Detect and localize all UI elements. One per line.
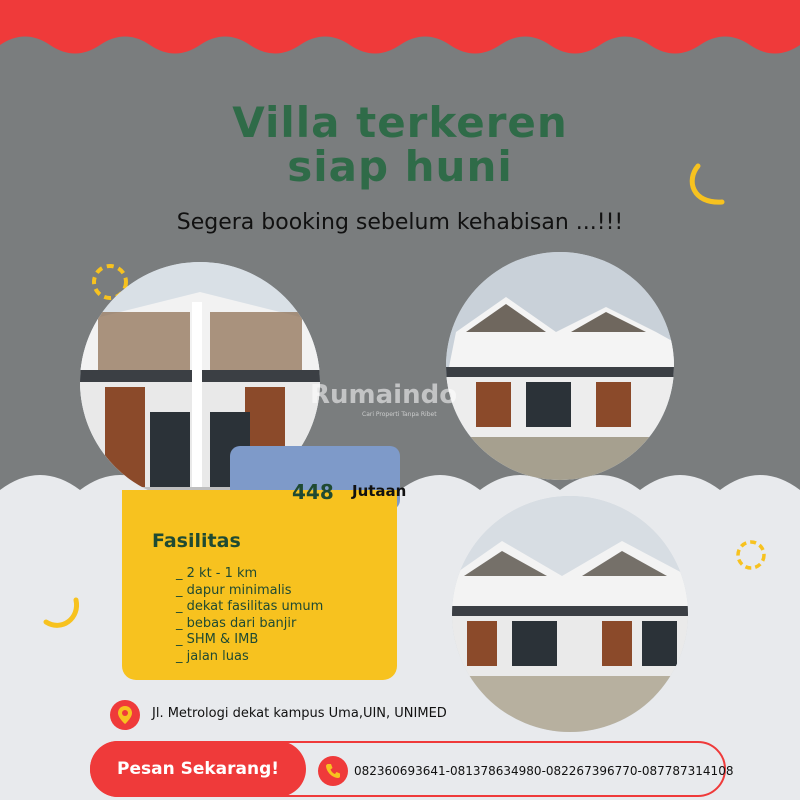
watermark-tagline: Cari Properti Tanpa Ribet xyxy=(362,411,437,418)
facility-item: _ 2 kt - 1 km xyxy=(176,566,258,581)
phone-icon[interactable] xyxy=(318,756,348,786)
price-unit: Jutaan xyxy=(352,482,407,500)
top-wave-decoration xyxy=(0,0,800,70)
crescent-decoration-icon xyxy=(40,594,84,634)
facilities-list xyxy=(176,566,323,665)
subtitle: Segera booking sebelum kehabisan ...!!! xyxy=(176,210,624,235)
house-photo-3 xyxy=(452,496,688,732)
crescent-decoration-icon xyxy=(684,162,728,210)
address-text: Jl. Metrologi dekat kampus Uma,UIN, UNIMED xyxy=(152,706,447,721)
price-value: 448 xyxy=(292,480,334,504)
facility-item: _ dapur minimalis xyxy=(176,582,292,598)
facility-item: _ jalan luas xyxy=(176,648,249,664)
facilities-title: Fasilitas xyxy=(152,530,241,552)
headline-line-2: siap huni xyxy=(287,142,513,191)
dashed-circle-decoration-icon xyxy=(734,538,768,572)
location-pin-icon xyxy=(110,700,140,730)
headline-line-1: Villa terkeren xyxy=(232,98,568,147)
house-photo-2 xyxy=(446,252,674,480)
watermark-logo: Rumaindo xyxy=(310,380,458,410)
order-now-button[interactable]: Pesan Sekarang! xyxy=(90,741,306,797)
facility-item: _ dekat fasilitas umum xyxy=(176,599,324,614)
facility-item: _ bebas dari banjir xyxy=(176,615,297,631)
phone-numbers[interactable]: 082360693641-081378634980-082267396770-087787314108 xyxy=(354,764,734,778)
facility-item: _ SHM & IMB xyxy=(176,632,259,647)
